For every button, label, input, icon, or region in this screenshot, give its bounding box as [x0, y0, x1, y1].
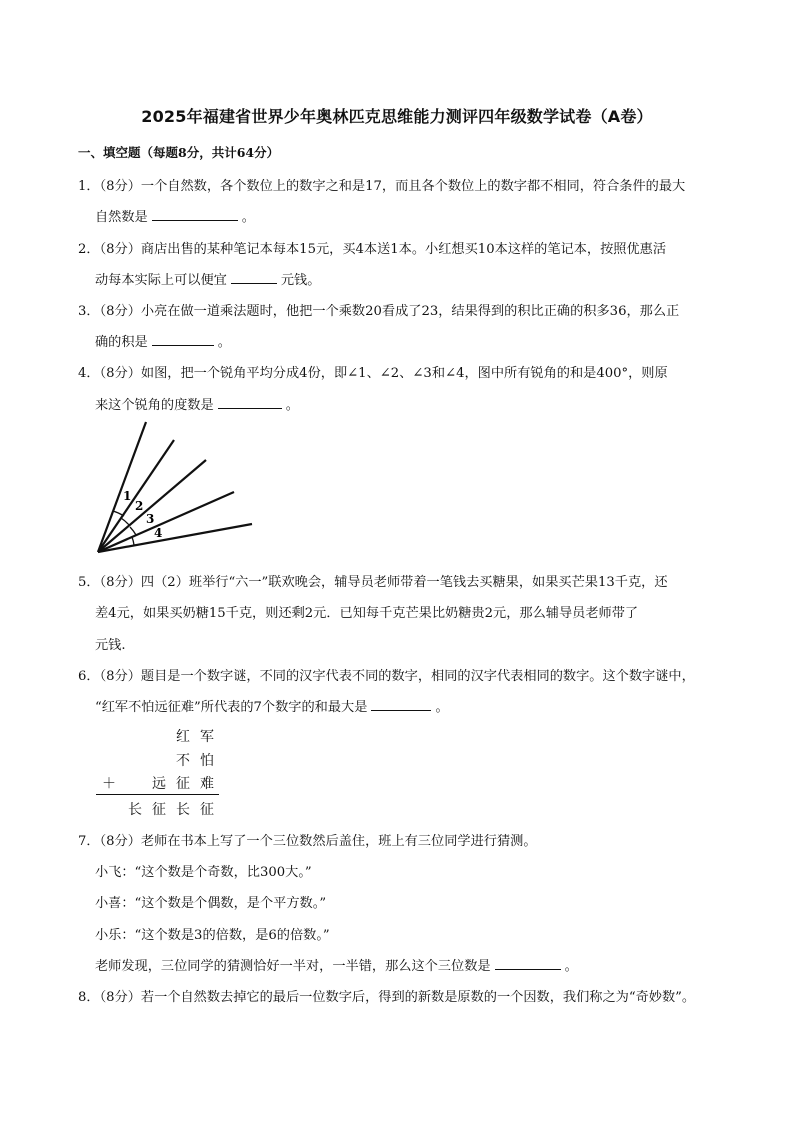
q2-line2	[95, 269, 320, 288]
q2-line1: 2．（8分）商店出售的某种笔记本每本15元，买4本送1本。小红想买10本这样的笔记本，按照优惠活	[78, 242, 667, 257]
q7-end: 。	[564, 959, 578, 974]
arc-2	[121, 518, 129, 525]
angle-label-4: 4	[154, 526, 163, 540]
q3-line1: 3．（8分）小亮在做一道乘法题时，他把一个乘数20看成了23，结果得到的积比正确的积多36，那么正	[78, 304, 680, 319]
q2-text: 动每本实际上可以便宜	[95, 273, 227, 288]
arc-4	[132, 537, 134, 545]
exam-title: 2025年福建省世界少年奥林匹克思维能力测评四年级数学试卷（A卷）	[141, 107, 653, 126]
puzzle-char: 征	[176, 776, 190, 792]
q7-xiaoxi: 小喜：“这个数是个偶数，是个平方数。”	[95, 896, 327, 911]
q5-line2: 差4元，如果买奶糖15千克，则还剩2元．已知每千克芒果比奶糖贵2元，那么辅导员老师带了	[95, 606, 639, 621]
puzzle-char: 怕	[200, 753, 214, 769]
q2-answer-blank[interactable]	[231, 271, 277, 284]
q1-line1: 1．（8分）一个自然数，各个数位上的数字之和是17，而且各个数位上的数字都不相同，符合条件的最大	[78, 179, 686, 194]
q6-answer-blank[interactable]	[371, 698, 431, 711]
q3-text: 确的积是	[95, 335, 148, 350]
angle-label-2: 2	[135, 499, 144, 513]
puzzle-char: 难	[200, 776, 214, 792]
section-heading: 一、填空题（每题8分，共计64分）	[78, 145, 280, 160]
puzzle-char: 红	[176, 729, 190, 745]
ray-5	[98, 524, 252, 552]
q6-text: “红军不怕远征难”所代表的7个数字的和最大是	[95, 700, 368, 715]
q5-line3: 元钱.	[95, 638, 126, 653]
puzzle-char: 长	[176, 802, 190, 818]
puzzle-sum-line	[96, 794, 219, 795]
q4-answer-blank[interactable]	[218, 396, 282, 409]
puzzle-char: 不	[176, 753, 190, 769]
puzzle-char: 征	[152, 802, 166, 818]
puzzle-char: 长	[128, 802, 142, 818]
plus-sign: ＋	[102, 776, 116, 792]
q7-xiaole: 小乐：“这个数是3的倍数，是6的倍数。”	[95, 928, 330, 943]
q4-text: 来这个锐角的度数是	[95, 398, 214, 413]
q3-end: 。	[217, 335, 231, 350]
q4-end: 。	[285, 398, 299, 413]
angle-label-1: 1	[123, 489, 132, 503]
q6-end: 。	[435, 700, 449, 715]
q3-line2	[95, 331, 231, 350]
q1-end: 。	[241, 210, 255, 225]
q6-line1: 6．（8分）题目是一个数字谜，不同的汉字代表不同的数字，相同的汉字代表相同的数字。这个数字谜中，	[78, 669, 695, 684]
puzzle-char: 征	[200, 802, 214, 818]
q6-line2	[95, 696, 449, 715]
q7-xiaofei: 小飞：“这个数是个奇数，比300大。”	[95, 865, 312, 880]
q1-answer-blank[interactable]	[152, 208, 238, 221]
angle-figure	[90, 418, 260, 560]
puzzle-char: 远	[152, 776, 166, 792]
q8-line1: 8．（8分）若一个自然数去掉它的最后一位数字后，得到的新数是原数的一个因数，我们称之为“奇妙数”。	[78, 990, 696, 1005]
q1-text: 自然数是	[95, 210, 148, 225]
q7-text: 老师发现，三位同学的猜测恰好一半对，一半错，那么这个三位数是	[95, 959, 491, 974]
q4-line2	[95, 394, 299, 413]
puzzle-char: 军	[200, 729, 214, 745]
arc-3	[130, 527, 136, 535]
q7-line5	[95, 955, 578, 974]
q1-line2	[95, 206, 255, 225]
q2-end: 元钱。	[280, 273, 321, 288]
q4-line1: 4．（8分）如图，把一个锐角平均分成4份，即∠1、∠2、∠3和∠4，图中所有锐角的和是400°，则原	[78, 366, 668, 381]
q5-line1: 5．（8分）四（2）班举行“六一”联欢晚会，辅导员老师带着一笔钱去买糖果，如果买芒果13千克，还	[78, 575, 668, 590]
q7-answer-blank[interactable]	[495, 957, 561, 970]
arc-1	[113, 511, 124, 516]
angle-label-3: 3	[146, 512, 155, 526]
q7-line1: 7．（8分）老师在书本上写了一个三位数然后盖住，班上有三位同学进行猜测。	[78, 834, 537, 849]
q3-answer-blank[interactable]	[152, 333, 214, 346]
